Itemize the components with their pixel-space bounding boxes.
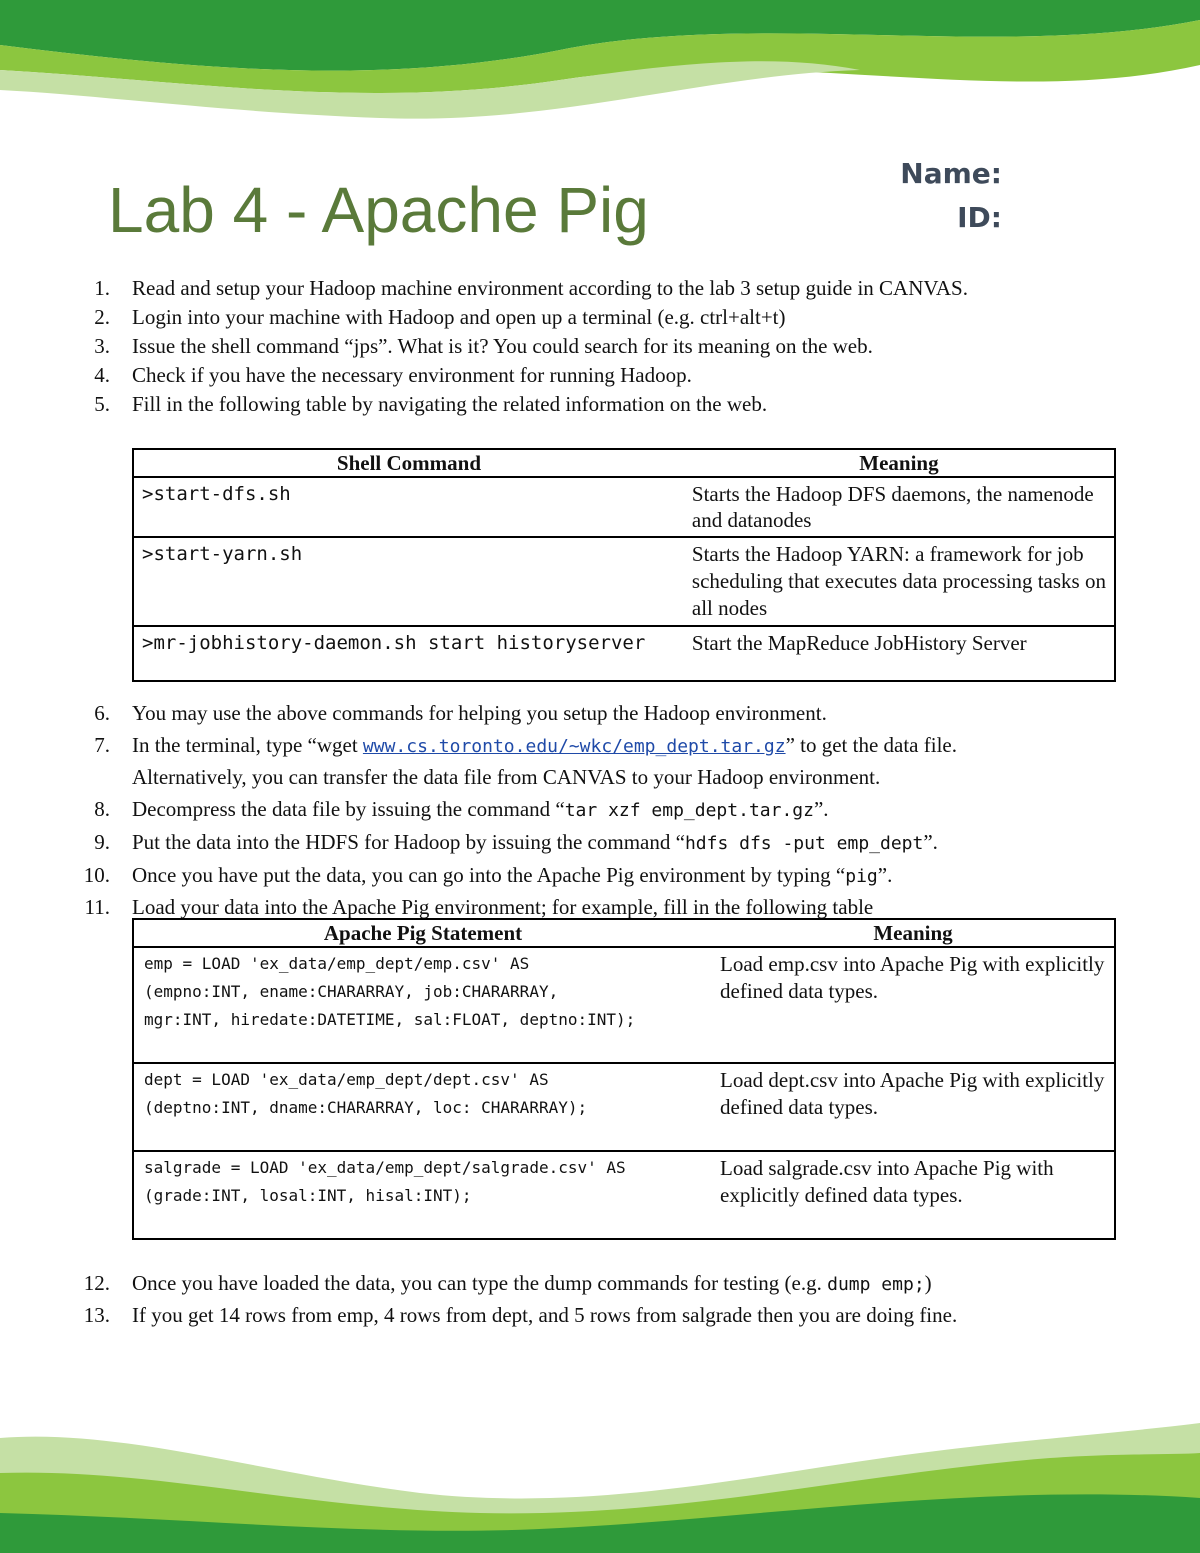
table-row — [133, 1151, 1115, 1239]
meaning-cell: Load emp.csv into Apache Pig with explicitly defined data types. — [712, 947, 1115, 1063]
table-row — [133, 626, 1115, 681]
list-item: 9. Put the data into the HDFS for Hadoop by issuing the command “hdfs dfs -put emp_dept”. — [94, 830, 938, 854]
list-item: 7. In the terminal, type “wget www.cs.toronto.edu/~wkc/emp_dept.tar.gz” to get the data file. Alternatively, you can transfer the data file from CANVAS to your Hadoop environment. — [94, 733, 957, 789]
table-row — [133, 477, 1115, 537]
column-header-shell-command: Shell Command — [133, 449, 684, 477]
table-header-row — [133, 919, 1115, 947]
list-item: 11. Load your data into the Apache Pig environment; for example, fill in the following table — [84, 895, 874, 919]
page-title: Lab 4 - Apache Pig — [108, 174, 649, 246]
column-header-meaning: Meaning — [712, 919, 1115, 947]
meaning-cell: Load salgrade.csv into Apache Pig with explicitly defined data types. — [712, 1151, 1115, 1239]
list-item: 5. Fill in the following table by navigating the related information on the web. — [94, 392, 768, 416]
shell-command-table — [132, 448, 1116, 682]
column-header-meaning: Meaning — [684, 449, 1115, 477]
command-cell: >start-dfs.sh — [133, 477, 684, 537]
meaning-cell: Starts the Hadoop YARN: a framework for job scheduling that executes data processing tasks on all nodes — [684, 537, 1115, 626]
table-row — [133, 947, 1115, 1063]
table-row — [133, 537, 1115, 626]
meaning-cell: Start the MapReduce JobHistory Server — [684, 626, 1115, 681]
instruction-list-part-1 — [80, 274, 1120, 419]
list-item: 8. Decompress the data file by issuing the command “tar xzf emp_dept.tar.gz”. — [94, 797, 829, 821]
footer-wave-decoration — [0, 1413, 1200, 1553]
column-header-pig-statement: Apache Pig Statement — [133, 919, 712, 947]
table-header-row — [133, 449, 1115, 477]
table-row — [133, 1063, 1115, 1151]
id-label: ID: — [957, 201, 1002, 234]
instruction-list-part-3 — [80, 1269, 1120, 1332]
statement-cell: dept = LOAD 'ex_data/emp_dept/dept.csv' AS (deptno:INT, dname:CHARARRAY, loc: CHARARRAY); — [133, 1063, 712, 1151]
list-item: 10. Once you have put the data, you can go into the Apache Pig environment by typing “pig”. — [83, 863, 893, 887]
list-item: 13. If you get 14 rows from emp, 4 rows from dept, and 5 rows from salgrade then you are doing fine. — [83, 1303, 958, 1327]
statement-cell: salgrade = LOAD 'ex_data/emp_dept/salgrade.csv' AS (grade:INT, losal:INT, hisal:INT); — [133, 1151, 712, 1239]
instruction-list-part-2 — [80, 699, 1120, 924]
header-wave-decoration — [0, 0, 1200, 140]
command-cell: >mr-jobhistory-daemon.sh start historyserver — [133, 626, 684, 681]
list-item: 3. Issue the shell command “jps”. What is it? You could search for its meaning on the web. — [94, 334, 873, 358]
list-item: 12. Once you have loaded the data, you can type the dump commands for testing (e.g. dump emp;) — [83, 1271, 932, 1295]
name-label: Name: — [900, 157, 1002, 190]
statement-cell: emp = LOAD 'ex_data/emp_dept/emp.csv' AS (empno:INT, ename:CHARARRAY, job:CHARARRAY, mgr:INT, hiredate:DATETIME, sal:FLOAT, deptno:INT); — [133, 947, 712, 1063]
data-file-link[interactable]: www.cs.toronto.edu/~wkc/emp_dept.tar.gz — [362, 736, 786, 757]
command-cell: >start-yarn.sh — [133, 537, 684, 626]
meaning-cell: Starts the Hadoop DFS daemons, the namenode and datanodes — [684, 477, 1115, 537]
meaning-cell: Load dept.csv into Apache Pig with explicitly defined data types. — [712, 1063, 1115, 1151]
list-item: 2. Login into your machine with Hadoop and open up a terminal (e.g. ctrl+alt+t) — [94, 305, 786, 329]
list-item: 6. You may use the above commands for helping you setup the Hadoop environment. — [94, 701, 827, 725]
list-item: 1. Read and setup your Hadoop machine environment according to the lab 3 setup guide in CANVAS. — [94, 276, 968, 300]
pig-statement-table — [132, 918, 1116, 1240]
list-item: 4. Check if you have the necessary environment for running Hadoop. — [94, 363, 692, 387]
